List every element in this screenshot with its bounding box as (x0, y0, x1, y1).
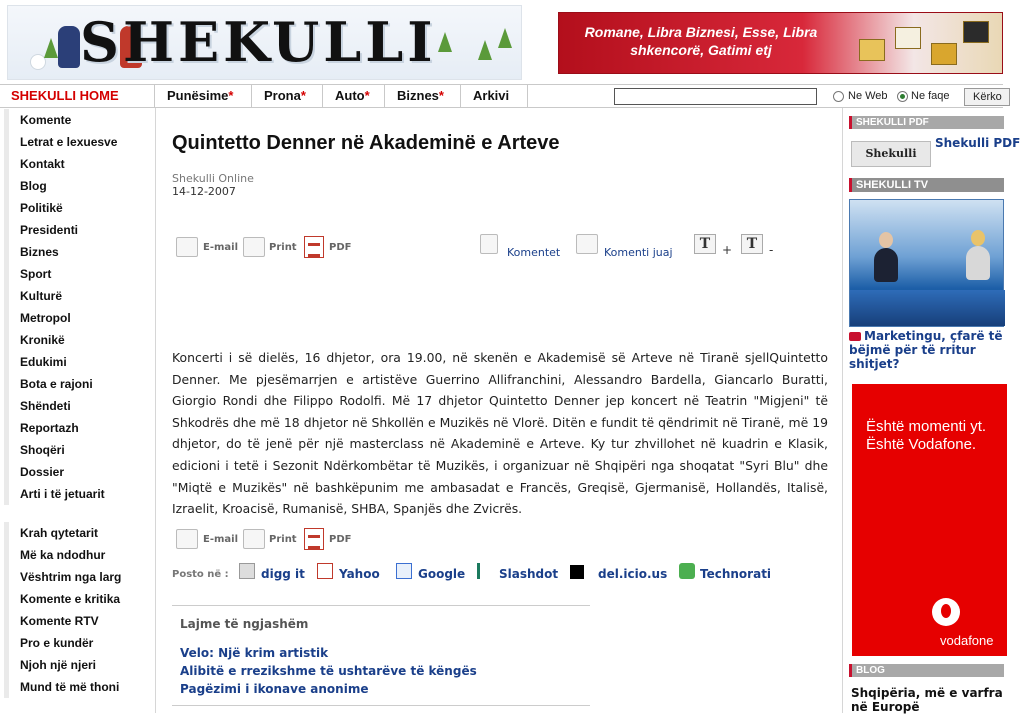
radio-web-label: Ne Web (848, 90, 888, 102)
pdf-link[interactable]: PDF (329, 534, 352, 545)
font-decrease-label: - (769, 243, 774, 257)
share-digg-link[interactable]: digg it (261, 567, 305, 581)
sidebar-item-pro-kunder[interactable]: Pro e kundër (4, 632, 156, 654)
vodafone-brand: vodafone (940, 633, 994, 648)
yahoo-icon[interactable] (317, 563, 333, 579)
search-button[interactable]: Kërko (964, 88, 1010, 106)
sidebar-item-komente-kritika[interactable]: Komente e kritika (4, 588, 156, 610)
share-technorati-link[interactable]: Technorati (700, 567, 772, 581)
nav-star: * (228, 88, 234, 103)
nav-home-link[interactable]: SHEKULLI HOME (11, 88, 119, 103)
sidebar-item-kronike[interactable]: Kronikë (4, 329, 156, 351)
email-link[interactable]: E-mail (203, 534, 239, 545)
google-icon[interactable] (396, 563, 412, 579)
share-label: Posto në : (172, 569, 229, 580)
tv-desk (850, 290, 1005, 326)
technorati-icon[interactable] (679, 563, 695, 579)
nav-star: * (300, 88, 306, 103)
vodafone-logo-icon (932, 598, 960, 626)
tv-section-header: SHEKULLI TV (849, 178, 1004, 192)
sidebar-item-edukimi[interactable]: Edukimi (4, 351, 156, 373)
sidebar-section-main (4, 109, 156, 505)
book-icon (963, 21, 989, 43)
related-news-box (172, 605, 590, 696)
sidebar-item-njoh-njeri[interactable]: Njoh një njeri (4, 654, 156, 676)
books-ad-banner[interactable] (558, 12, 1003, 74)
sidebar-item-dossier[interactable]: Dossier (4, 461, 156, 483)
nav-item-label: Punësime (167, 88, 229, 103)
tree-decoration (478, 40, 492, 60)
article-source: Shekulli Online (172, 172, 254, 185)
sidebar-item-metropol[interactable]: Metropol (4, 307, 156, 329)
blog-section-header: BLOG (849, 664, 1004, 677)
email-link[interactable]: E-mail (203, 242, 239, 253)
sidebar-item-komente[interactable]: Komente (4, 109, 156, 131)
sidebar-item-biznes[interactable]: Biznes (4, 241, 156, 263)
sidebar-item-me-ka-ndodhur[interactable]: Më ka ndodhur (4, 544, 156, 566)
pdf-icon[interactable] (304, 236, 324, 258)
comments-icon[interactable] (480, 234, 498, 254)
nav-item-label: Arkivi (473, 88, 510, 103)
font-increase-label: + (722, 243, 733, 257)
radio-page[interactable] (897, 91, 908, 102)
print-icon[interactable] (243, 529, 265, 549)
font-decrease-icon[interactable]: T (741, 234, 763, 254)
logo-text: SHEKULLI (80, 10, 437, 74)
boy-figure-decoration (58, 26, 80, 68)
sidebar-item-kulture[interactable]: Kulturë (4, 285, 156, 307)
sidebar-item-politike[interactable]: Politikë (4, 197, 156, 219)
delicious-icon[interactable] (570, 565, 584, 579)
sidebar-item-mund-te-me-thoni[interactable]: Mund të më thoni (4, 676, 156, 698)
pdf-edition-link[interactable]: Shekulli PDF (935, 136, 1020, 150)
print-icon[interactable] (243, 237, 265, 257)
tv-caption-link[interactable] (849, 329, 1007, 371)
nav-item-arkivi[interactable] (460, 85, 528, 107)
pdf-section-header: SHEKULLI PDF (849, 116, 1004, 129)
your-comment-link[interactable]: Komenti juaj (604, 246, 673, 259)
nav-star: * (364, 88, 370, 103)
radio-web[interactable] (833, 91, 844, 102)
tv-caption-text: Marketingu, çfarë të bëjmë për të rritur shitjet? (849, 329, 1003, 371)
share-delicious-link[interactable]: del.icio.us (598, 567, 668, 581)
tv-guest-figure (966, 246, 990, 280)
email-icon[interactable] (176, 237, 198, 257)
comments-link[interactable]: Komentet (507, 246, 561, 259)
sidebar-item-veshtrim[interactable]: Vështrim nga larg (4, 566, 156, 588)
article-body: Koncerti i së dielës, 16 dhjetor, ora 19.00, në skenën e Akademisë së Arteve në Tiranë sjellQuintetto Denner. Me pjesëmarrjen e artistëve Guerrino Allifranchini, Alessandro Bardella, Giancarlo Buratti, Giorgio Rondi dhe Filippo Rodolfi. Më 17 dhjetor Quintetto Denner jep koncert në Teatrin "Migjeni" të Shkodrës dhe më 18 dhjetor në Shkollën e Muzikës në Vlorë. Ditën e fundit të qëndrimit në Tiranë, më 19 dhjetor, do të jenë për një masterclass në Akademinë e Arteve. Ky tur zhvillohet në kuadrin e Klasik, edicioni i tetë i Sezonit Ndërkombëtar të Muzikës, i organizuar në Shqipëri nga shoqatat "Syri Blu" dhe "Miqtë e Muzikës" në bashkëpunim me ambasadat e Francës, Greqisë, Gjermanisë, Hollandës, Italisë, Izraelit, Kroacisë, Rumanisë, SHBA, Spanjës dhe Zvicrës. (172, 350, 828, 517)
book-icon (895, 27, 921, 49)
sidebar-item-arti[interactable]: Arti i të jetuarit (4, 483, 156, 505)
site-header (0, 0, 1003, 84)
share-google-link[interactable]: Google (418, 567, 466, 581)
sidebar-item-shoqeri[interactable]: Shoqëri (4, 439, 156, 461)
gift-icon (859, 39, 885, 61)
pdf-icon[interactable] (304, 528, 324, 550)
print-link[interactable]: Print (269, 242, 297, 253)
article-title: Quintetto Denner në Akademinë e Arteve (172, 132, 560, 154)
ad-text: Romane, Libra Biznesi, Esse, Libra shkencorë, Gatimi etj (584, 24, 818, 58)
nav-star: * (438, 88, 444, 103)
sidebar-item-blog[interactable]: Blog (4, 175, 156, 197)
share-slashdot-link[interactable]: Slashdot (499, 567, 559, 581)
tv-host-figure (874, 248, 898, 282)
email-icon[interactable] (176, 529, 198, 549)
sidebar-item-bota[interactable]: Bota e rajoni (4, 373, 156, 395)
search-input[interactable] (614, 88, 817, 105)
sidebar-item-krah-qytetarit[interactable]: Krah qytetarit (4, 522, 156, 544)
radio-page-label: Ne faqe (911, 90, 950, 102)
sidebar-item-shendeti[interactable]: Shëndeti (4, 395, 156, 417)
camera-icon (849, 332, 861, 341)
print-link[interactable]: Print (269, 534, 297, 545)
nav-item-prona[interactable] (251, 85, 322, 107)
article-date: 14-12-2007 (172, 185, 236, 198)
sidebar-item-kontakt[interactable]: Kontakt (4, 153, 156, 175)
comment-bubble-icon[interactable] (576, 234, 598, 254)
vodafone-ad-line2: Është Vodafone. (866, 436, 977, 453)
sidebar-item-letrat[interactable]: Letrat e lexuesve (4, 131, 156, 153)
gift-icon (931, 43, 957, 65)
left-sidebar (4, 108, 156, 713)
sidebar-item-sport[interactable]: Sport (4, 263, 156, 285)
blog-title-link[interactable]: Shqipëria, më e varfra në Europë (851, 686, 1003, 714)
tree-decoration (44, 38, 58, 58)
pdf-link[interactable]: PDF (329, 242, 352, 253)
related-link[interactable]: Velo: Një krim artistik (180, 646, 329, 660)
share-yahoo-link[interactable]: Yahoo (339, 567, 380, 581)
tree-decoration (438, 32, 452, 52)
sidebar-item-komente-rtv[interactable]: Komente RTV (4, 610, 156, 632)
nav-item-label: Auto (335, 88, 365, 103)
right-sidebar (842, 108, 1020, 714)
nav-item-biznes[interactable] (384, 85, 460, 107)
related-news-heading: Lajme të ngjashëm (180, 617, 309, 631)
nav-item-label: Biznes (397, 88, 439, 103)
nav-item-punesime[interactable] (154, 85, 254, 107)
related-link[interactable]: Alibitë e rrezikshme të ushtarëve të këngës (180, 664, 477, 678)
digg-icon[interactable] (239, 563, 255, 579)
sidebar-item-reportazh[interactable]: Reportazh (4, 417, 156, 439)
tv-host-head (879, 232, 893, 248)
sidebar-item-presidenti[interactable]: Presidenti (4, 219, 156, 241)
slashdot-icon[interactable] (477, 563, 493, 579)
nav-item-auto[interactable] (322, 85, 385, 107)
tree-decoration (498, 28, 512, 48)
tv-video-thumbnail[interactable] (849, 199, 1004, 327)
font-increase-icon[interactable]: T (694, 234, 716, 254)
vodafone-ad[interactable] (852, 384, 1007, 656)
article-main (172, 108, 832, 713)
related-divider (172, 705, 590, 706)
sidebar-section-opinion (4, 522, 156, 698)
tv-guest-head (971, 230, 985, 246)
site-logo[interactable] (7, 5, 522, 80)
vodafone-ad-line1: Është momenti yt. (866, 418, 987, 435)
related-link[interactable]: Pagëzimi i ikonave anonime (180, 682, 369, 696)
nav-item-label: Prona (264, 88, 301, 103)
pdf-thumbnail[interactable]: Shekulli (851, 141, 931, 167)
main-nav (0, 84, 1003, 108)
